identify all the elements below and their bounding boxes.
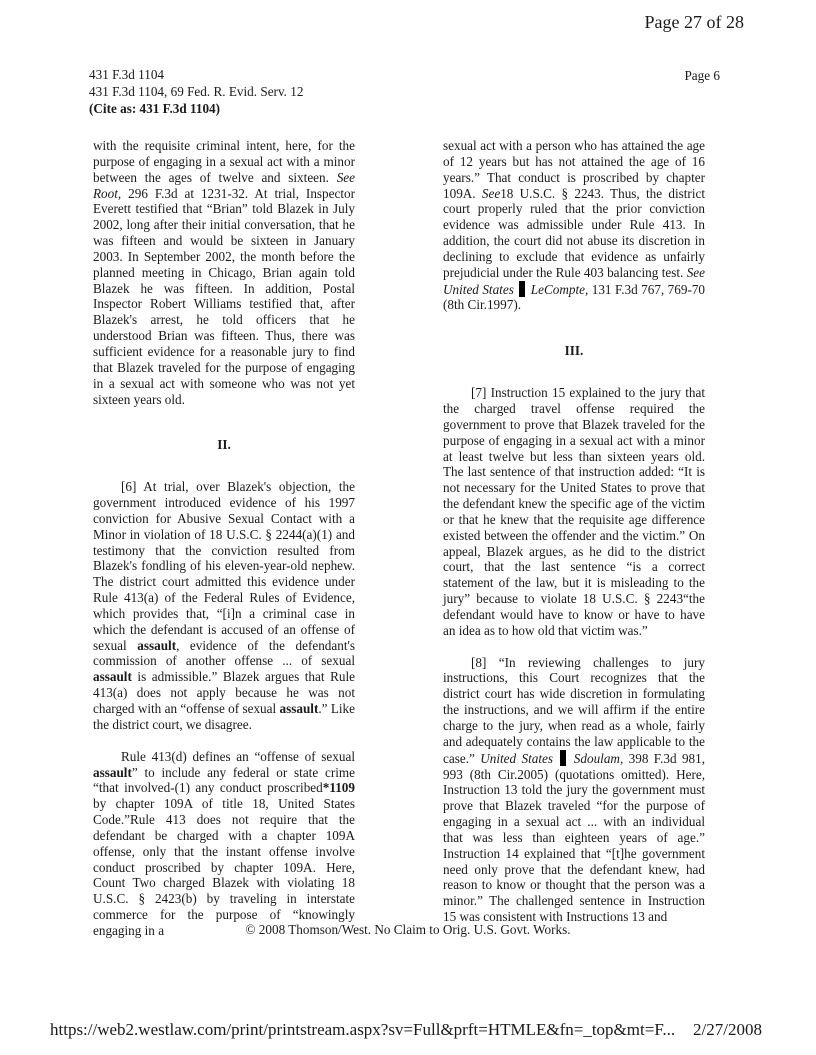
right-paragraph-1: sexual act with a person who has attained the age of 12 years but has not attained the age of 16 years.” That conduct is proscribed by chapter 109A. See18 U.S.C. § 2243. Thus, the district court properly ruled that the prior conviction evidence was admissible under Rule 413. In addition, the court did not abuse its discretion in declining to exclude that evidence as unfairly prejudicial under the Rule 403 balancing test. See United States LeCompte, 131 F.3d 767, 769-70 (8th Cir.1997). (443, 138, 706, 313)
left-paragraph-2: [6] At trial, over Blazek's objection, the government introduced evidence of his 1997 conviction for Abusive Sexual Contact with a Minor in violation of 18 U.S.C. § 2244(a)(1) and testimony that the conviction resulted from Blazek's fondling of his eleven-year-old nephew. The district court admitted this evidence under Rule 413(a) of the Federal Rules of Evidence, which provides that, “[i]n a criminal case in which the defendant is accused of an offense of sexual assault, evidence of the defendant's commission of another offense ... of sexual assault is admissible.” Blazek argues that Rule 413(a) does not apply because he was not charged with an “offense of sexual assault.” Like the district court, we disagree. (93, 479, 356, 732)
star-page-marker: *1109 (322, 780, 355, 796)
left-column (93, 138, 355, 939)
section-heading-iii: III. (564, 343, 584, 359)
case-citation-link[interactable]: See United States (443, 264, 705, 297)
page-of-indicator: Page 27 of 28 (644, 12, 744, 32)
case-citation-link[interactable]: LeCompte, (530, 281, 589, 297)
print-date: 2/27/2008 (693, 1020, 762, 1039)
page-label: Page 6 (684, 68, 720, 83)
cite-line-1: 431 F.3d 1104 (89, 67, 165, 82)
print-url: https://web2.westlaw.com/print/printstream.aspx?sv=Full&prft=HTMLE&fn=_top&mt=F... (50, 1020, 676, 1039)
left-paragraph-3: Rule 413(d) defines an “offense of sexual assault” to include any federal or state crime “that involved-(1) any conduct proscribed*1109 by chapter 109A of title 18, United States Code.”Rule 413 does not require that the defendant be charged with a chapter 109A offense, only that the instant offense involve conduct proscribed by chapter 109A. Here, Count Two charged Blazek with violating 18 U.S.C. § 2423(b) by traveling in interstate commerce for the purpose of “knowingly engaging in a (93, 748, 355, 938)
right-paragraph-2: [7] Instruction 15 explained to the jury that the charged travel offense required the government to prove that Blazek traveled for the purpose of engaging in a sexual act with a minor at least twelve but less than sixteen years old. The last sentence of that instruction added: “It is not necessary for the United States to prove that the defendant knew the specific age of the victim or that he knew that the requisite age difference existed between the offender and the victim.” On appeal, Blazek argues, as he did to the district court, that the last sentence “is a correct statement of the law, but it is misleading to the jury” because to violate 18 U.S.C. § 2243“the defendant would have to know or have to have an idea as to how old that victim was.” (443, 385, 705, 638)
left-paragraph-1: with the requisite criminal intent, here, for the purpose of engaging in a sexual act with a minor between the ages of twelve and sixteen. See Root, 296 F.3d at 1231-32. At trial, Inspector Everett testified that “Brian” told Blazek in July 2002, long after their initial conversation, that he was fifteen and would be sixteen in January 2003. In September 2002, the month before the planned meeting in Chicago, Brian again told Blazek he was fifteen. In addition, Postal Inspector Robert Williams testified that, after Blazek's arrest, he told officers that he understood Brian was fifteen. Thus, there was sufficient evidence for a reasonable jury to find that Blazek traveled for the purpose of engaging in a sexual act with someone who was not yet sixteen years old. (93, 138, 356, 407)
redaction-mark (519, 281, 525, 297)
right-paragraph-3: [8] “In reviewing challenges to jury instructions, this Court recognizes that the district court has wide discretion in formulating the instructions, and we will affirm if the entire charge to the jury, when read as a whole, fairly and adequately contains the law applicable to the case.” United States Sdoulam, 398 F.3d 981, 993 (8th Cir.2005) (quotations omitted). Here, Instruction 13 told the jury the government must prove that Blazek traveled “for the purpose of engaging in a sexual act ... with an individual that was less than eighteen years of age.” Instruction 14 explained that “[t]he government need only prove that the defendant knew, had reason to know or thought that the person was a minor.” The challenged sentence in Instruction 15 was consistent with Instructions 13 and (443, 654, 706, 925)
section-heading-ii: II. (217, 437, 231, 453)
case-citation-link[interactable]: See Root, (93, 169, 356, 201)
case-citation-link[interactable]: Sdoulam, (573, 750, 624, 766)
case-citation-link[interactable]: United States (480, 750, 554, 766)
redaction-mark (560, 750, 566, 766)
right-column (443, 138, 705, 925)
cite-line-2: 431 F.3d 1104, 69 Fed. R. Evid. Serv. 12 (89, 84, 304, 99)
copyright-footer: © 2008 Thomson/West. No Claim to Orig. U.S. Govt. Works. (245, 922, 571, 937)
citation-header (89, 66, 303, 117)
cite-as-line: (Cite as: 431 F.3d 1104) (89, 101, 221, 116)
